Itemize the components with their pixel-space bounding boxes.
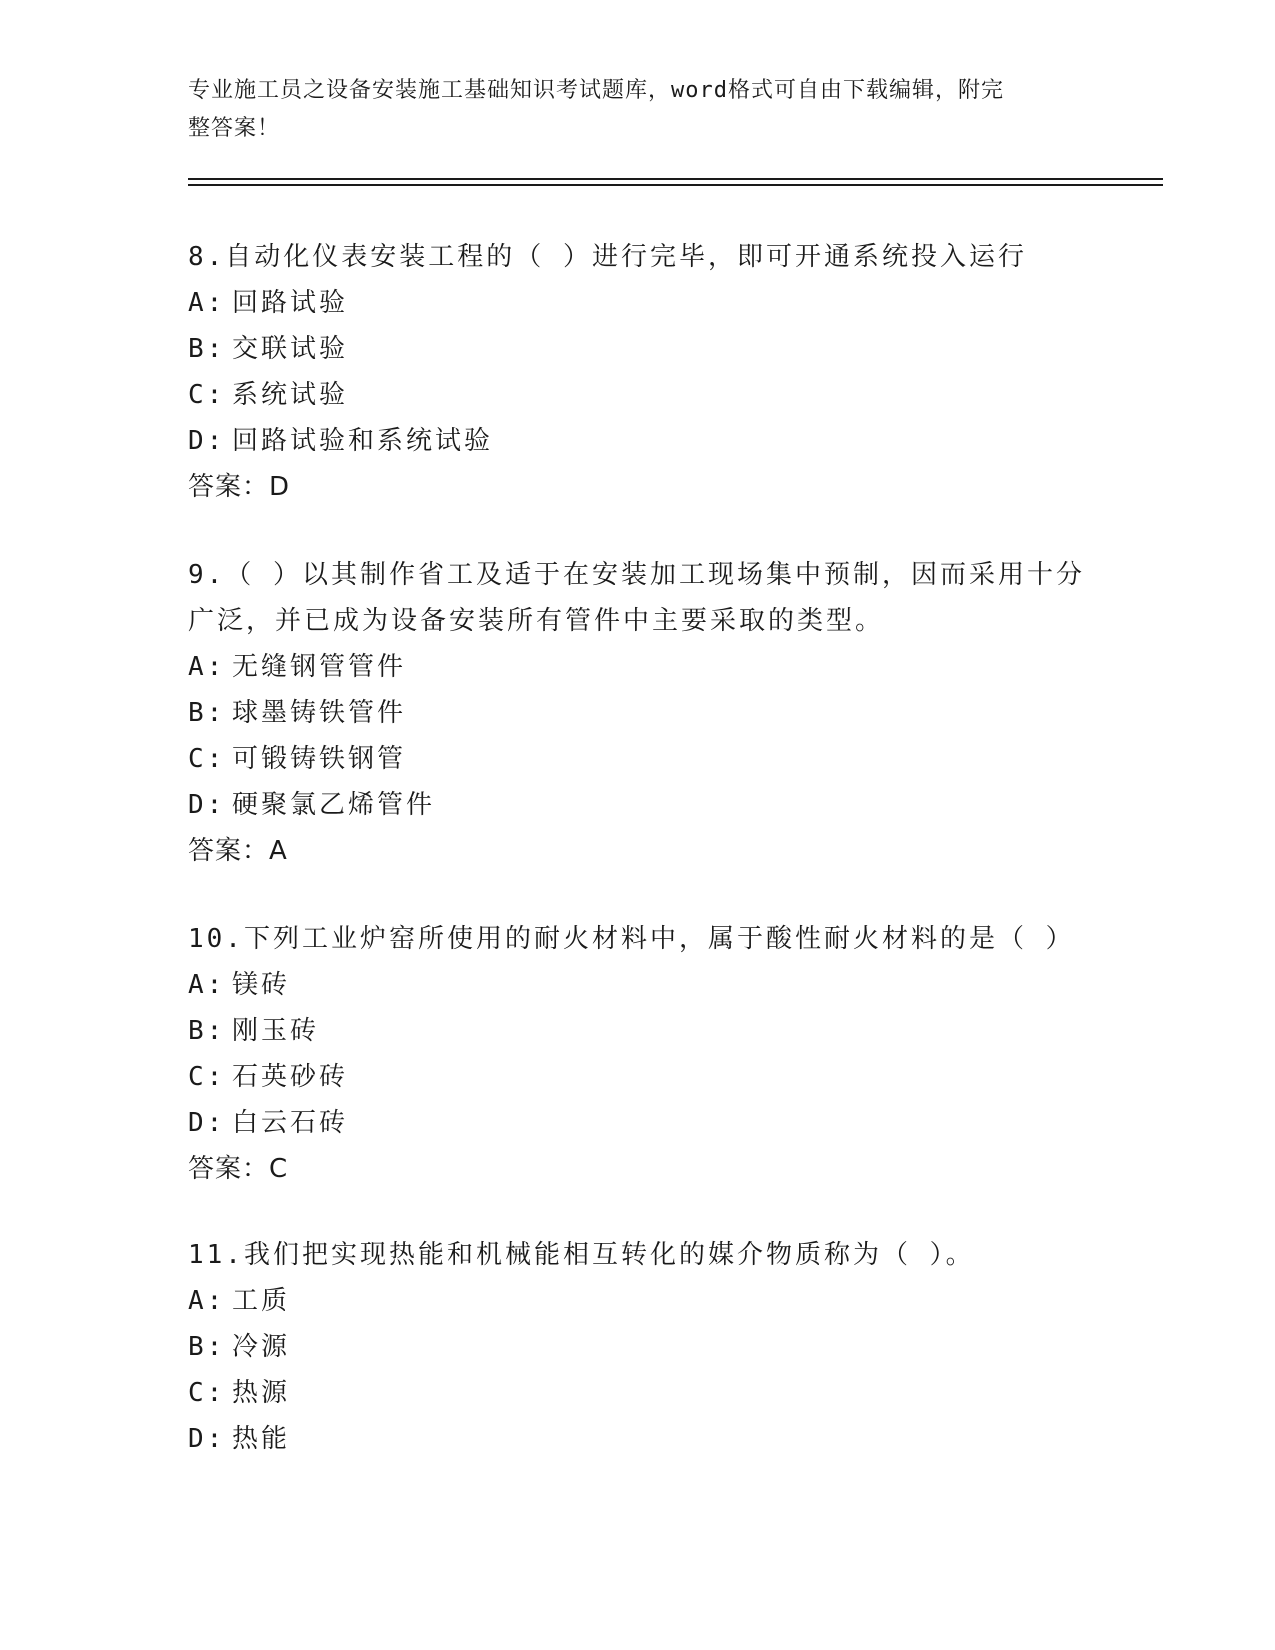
option-key: D:: [188, 790, 226, 820]
option-text: 热源: [232, 1378, 291, 1408]
option-key: C:: [188, 380, 226, 410]
option-text: 球墨铸铁管件: [232, 698, 407, 728]
question-11: [188, 1232, 1108, 1462]
option-key: B:: [188, 1332, 226, 1362]
answer: 答案：C: [188, 1154, 289, 1184]
option-c: [188, 1370, 1108, 1416]
option-a: [188, 280, 1108, 326]
option-d: [188, 1416, 1108, 1462]
option-text: 热能: [232, 1424, 291, 1454]
option-text: 工质: [232, 1286, 291, 1316]
option-text: 刚玉砖: [232, 1016, 320, 1046]
header-line-2: 整答案！: [188, 116, 281, 141]
document-header: [188, 72, 1088, 148]
option-key: B:: [188, 334, 226, 364]
answer: 答案：D: [188, 472, 291, 502]
option-text: 白云石砖: [232, 1108, 349, 1138]
option-key: A:: [188, 652, 226, 682]
option-text: 交联试验: [232, 334, 349, 364]
option-text: 回路试验和系统试验: [232, 426, 494, 456]
option-text: 无缝钢管管件: [232, 652, 407, 682]
question-stem-line-1: 9.（ ）以其制作省工及适于在安装加工现场集中预制，因而采用十分: [188, 560, 1085, 590]
header-divider-top: [188, 178, 1163, 180]
option-text: 冷源: [232, 1332, 291, 1362]
option-key: D:: [188, 1424, 226, 1454]
option-key: C:: [188, 744, 226, 774]
option-c: [188, 736, 1108, 782]
header-divider-bottom: [188, 184, 1163, 186]
option-text: 镁砖: [232, 970, 291, 1000]
option-text: 可锻铸铁钢管: [232, 744, 407, 774]
option-key: C:: [188, 1378, 226, 1408]
option-key: A:: [188, 1286, 226, 1316]
header-line-1: 专业施工员之设备安装施工基础知识考试题库，word格式可自由下载编辑，附完: [188, 78, 1004, 103]
option-d: [188, 1100, 1108, 1146]
option-text: 石英砂砖: [232, 1062, 349, 1092]
question-stem: 11.我们把实现热能和机械能相互转化的媒介物质称为（ ）。: [188, 1240, 975, 1270]
option-a: [188, 1278, 1108, 1324]
option-key: A:: [188, 970, 226, 1000]
question-stem: 8.自动化仪表安装工程的（ ）进行完毕，即可开通系统投入运行: [188, 242, 1027, 272]
option-text: 回路试验: [232, 288, 349, 318]
option-key: D:: [188, 426, 226, 456]
question-8: [188, 234, 1108, 510]
option-c: [188, 1054, 1108, 1100]
option-key: D:: [188, 1108, 226, 1138]
option-d: [188, 782, 1108, 828]
answer: 答案：A: [188, 836, 288, 866]
option-key: A:: [188, 288, 226, 318]
option-c: [188, 372, 1108, 418]
option-text: 硬聚氯乙烯管件: [232, 790, 436, 820]
question-stem-line-2: 广泛，并已成为设备安装所有管件中主要采取的类型。: [188, 606, 885, 636]
option-key: B:: [188, 698, 226, 728]
option-a: [188, 644, 1108, 690]
question-10: [188, 916, 1108, 1192]
option-key: B:: [188, 1016, 226, 1046]
question-stem: 10.下列工业炉窑所使用的耐火材料中，属于酸性耐火材料的是（ ）: [188, 924, 1075, 954]
option-d: [188, 418, 1108, 464]
option-b: [188, 690, 1108, 736]
option-b: [188, 326, 1108, 372]
option-key: C:: [188, 1062, 226, 1092]
option-a: [188, 962, 1108, 1008]
option-text: 系统试验: [232, 380, 349, 410]
question-9: [188, 552, 1108, 874]
option-b: [188, 1324, 1108, 1370]
option-b: [188, 1008, 1108, 1054]
